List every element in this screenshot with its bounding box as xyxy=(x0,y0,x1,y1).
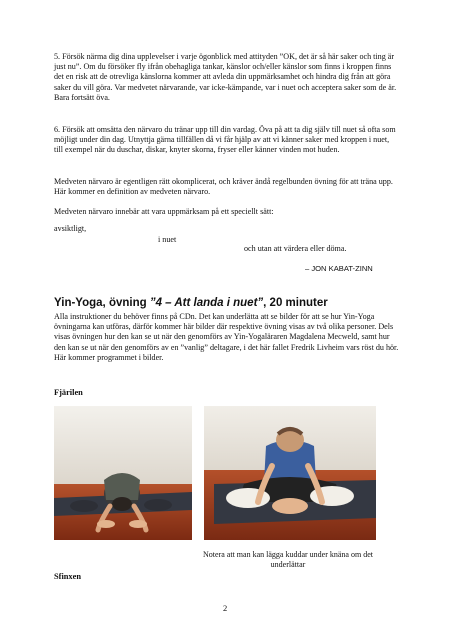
photo-butterfly-teacher-illustration xyxy=(54,406,192,540)
definition-line-2: i nuet xyxy=(158,235,177,244)
quote-attribution: – JON KABAT-ZINN xyxy=(305,264,373,273)
definition-line-1: avsiktligt, xyxy=(54,224,87,233)
subheading-sfinxen: Sfinxen xyxy=(54,572,81,581)
section-body: Alla instruktioner du behöver finns på CDn. Det kan underlätta att se bilder för att se hur Yin-Yoga övningarna kan utföras, därför kommer här bilder där respektive övning visas av två olika personer. Dels visas övningen hur den kan se ut när den genomförs av Yin-Yogaläraren Magdalena Mecweld, samt hur den kan se ut när den genomförs av en ”vanlig” deltagare, i det här fallet Fredrik Livheim vars röst du hör. Här kommer programmet i bilder. xyxy=(54,312,399,362)
definition-line-3: och utan att värdera eller döma. xyxy=(244,244,347,253)
section-heading xyxy=(54,297,328,309)
photo-butterfly-teacher xyxy=(54,406,192,540)
paragraph-5: 5. Försök närma dig dina upplevelser i varje ögonblick med attityden ”OK, det är så här saker och ting är just nu”. Om du försöker fly ifrån obehagliga tankar, känslor och/eller känslor som finns i kroppen finns det en risk att de otrevliga känslorna kommer att avleda din uppmärksamhet och hindra dig från att göra saker du vill göra. Var medvetet närvarande, var icke-kämpande, var i nuet och acceptera saker som de är. Bara fortsätt öva. xyxy=(54,52,397,102)
paragraph-7: Medveten närvaro är egentligen rätt okomplicerat, och kräver ändå regelbunden övning för att träna upp. Här kommer en definition av medveten närvaro. xyxy=(54,177,393,197)
heading-italic: ”4 – Att landa i nuet” xyxy=(149,297,264,309)
paragraph-6: 6. Försök att omsätta den närvaro du tränar upp till din vardag. Öva på att ta dig själv till nuet så ofta som möjligt under din dag. Utnyttja gärna tillfällen då vi får hjälp av att vi känner saker med kroppen i nuet, till exempel när du duschar, diskar, knyter skorna, fryser eller känner vinden mot huden. xyxy=(54,125,396,155)
page-number: 2 xyxy=(223,603,228,613)
subheading-fjarilen: Fjärilen xyxy=(54,388,83,397)
paragraph-8: Medveten närvaro innebär att vara uppmärksam på ett speciellt sätt: xyxy=(54,207,274,216)
heading-suffix: , 20 minuter xyxy=(263,297,328,309)
photo-caption: Notera att man kan lägga kuddar under knäna om det underlättar xyxy=(203,550,373,569)
heading-prefix: Yin-Yoga, övning xyxy=(54,297,150,309)
photo-butterfly-participant-illustration xyxy=(204,406,376,540)
photo-butterfly-participant xyxy=(204,406,376,540)
